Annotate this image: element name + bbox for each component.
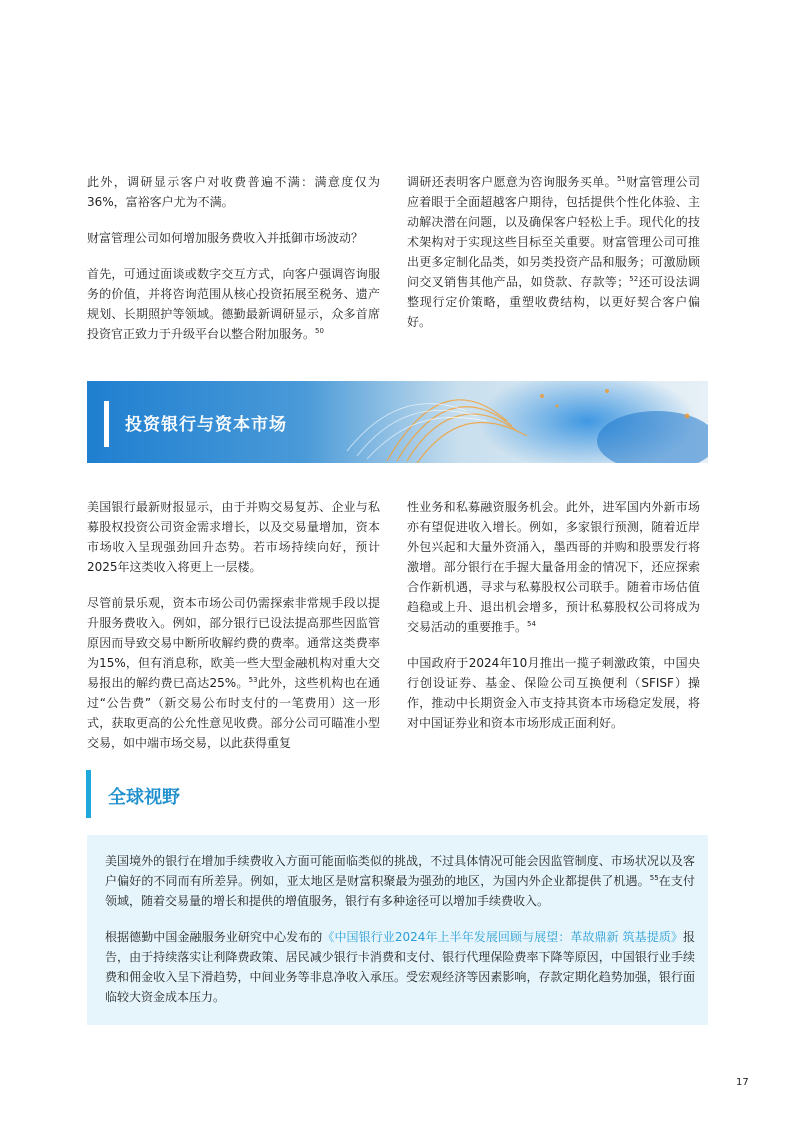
section-banner xyxy=(87,381,708,463)
header-accent-bar xyxy=(86,770,91,818)
section-title: 投资银行与资本市场 xyxy=(125,415,287,435)
intro-right-column xyxy=(407,172,700,332)
paragraph: 尽管前景乐观，资本市场公司仍需探索非常规手段以提升服务费收入。例如，部分银行已设法提高那些因监管原因而导致交易中断所收解约费的费率。通常这类费率为15%，但有消息称，欧美一些大型金融机构对重大交易报出的解约费已高达25%。$^{53}$此外，这些机构也在通过“公告费”（新交易公布时支付的一笔费用）这一形式，获取更高的公允性意见收费。部分公司可瞄准小型交易，如中端市场交易，以此获得重复 xyxy=(87,596,380,750)
paragraph: 根据德勤中国金融服务业研究中心发布的《中国银行业2024年上半年发展回顾与展望：革故鼎新 筑基提质》报告，由于持续落实让利降费政策、居民减少银行卡消费和支付、银行代理保险费率下降等原因，中国银行业手续费和佣金收入呈下滑趋势，中间业务等非息净收入承压。受宏观经济等因素影响，存款定期化趋势加强，银行面临较大资金成本压力。 xyxy=(105,930,695,1004)
banner-accent-bar xyxy=(104,401,109,447)
section-title: 全球视野 xyxy=(108,787,180,808)
footnote-ref[interactable]: 52 xyxy=(629,275,639,283)
ibcm-right-column xyxy=(407,497,700,733)
paragraph: 首先，可通过面谈或数字交互方式，向客户强调咨询服务的价值，并将咨询范围从核心投资拓展至税务、遗产规划、长期照护等领域。德勤最新调研显示，众多首席投资官正致力于升级平台以整合附加服务。$^{50}$ xyxy=(87,267,380,341)
global-perspective-box xyxy=(87,835,708,1025)
paragraph: 美国境外的银行在增加手续费收入方面可能面临类似的挑战，不过具体情况可能会因监管制度、市场状况以及客户偏好的不同而有所差异。例如，亚太地区是财富积聚最为强劲的地区，为国内外企业都提供了机遇。$^{55}$在支付领域，随着交易量的增长和提供的增值服务，银行有多种途径可以增加手续费收入。 xyxy=(105,854,695,908)
report-link[interactable]: 《中国银行业2024年上半年发展回顾与展望：革故鼎新 筑基提质》 xyxy=(322,930,683,944)
page-number: 17 xyxy=(736,1077,749,1088)
global-perspective-header xyxy=(86,770,386,818)
paragraph: 调研还表明客户愿意为咨询服务买单。$^{51}$财富管理公司应着眼于全面超越客户期待，包括提供个性化体验、主动解决潜在问题，以及确保客户轻松上手。现代化的技术架构对于实现这些目标至关重要。财富管理公司可推出更多定制化品类，如另类投资产品和服务；可激励顾问交叉销售其他产品，如贷款、存款等；$^{52}$还可设法调整现行定价策略，重塑收费结构，以更好契合客户偏好。 xyxy=(407,175,700,329)
paragraph: 美国银行最新财报显示，由于并购交易复苏、企业与私募股权投资公司资金需求增长，以及交易量增加，资本市场收入呈现强劲回升态势。若市场持续向好，预计2025年这类收入将更上一层楼。 xyxy=(87,500,380,574)
paragraph: 中国政府于2024年10月推出一揽子刺激政策，中国央行创设证券、基金、保险公司互换便利（SFISF）操作，推动中长期资金入市支持其资本市场稳定发展，将对中国证券业和资本市场形成正面利好。 xyxy=(407,656,700,730)
intro-left-column xyxy=(87,172,380,344)
ibcm-left-column xyxy=(87,497,380,753)
footnote-ref[interactable]: 54 xyxy=(527,620,536,628)
paragraph: 性业务和私募融资服务机会。此外，进军国内外新市场亦有望促进收入增长。例如，多家银行预测，随着近岸外包兴起和大量外资涌入，墨西哥的并购和股票发行将激增。部分银行在手握大量备用金的情况下，还应探索合作新机遇，寻求与私募股权公司联手。随着市场估值趋稳或上升、退出机会增多，预计私募股权公司将成为交易活动的重要推手。$^{54}$ xyxy=(407,500,700,634)
paragraph-question: 财富管理公司如何增加服务费收入并抵御市场波动？ xyxy=(87,231,364,245)
footnote-ref[interactable]: 51 xyxy=(616,175,626,183)
footnote-ref[interactable]: 50 xyxy=(315,327,324,335)
paragraph: 此外，调研显示客户对收费普遍不满：满意度仅为36%，富裕客户尤为不满。 xyxy=(87,175,380,209)
footnote-ref[interactable]: 55 xyxy=(649,874,659,882)
footnote-ref[interactable]: 53 xyxy=(248,676,258,684)
